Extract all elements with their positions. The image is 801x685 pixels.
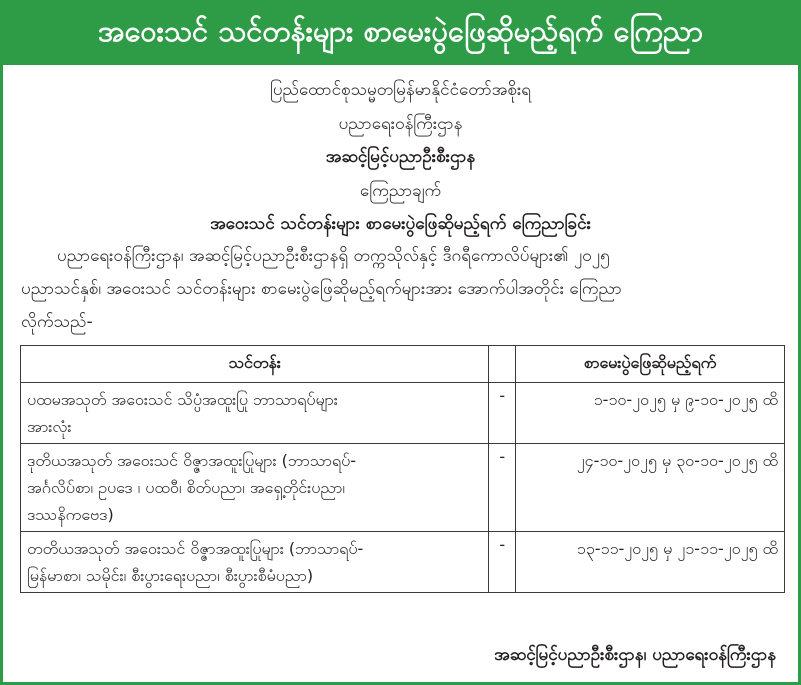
- row-subject: [21, 383, 489, 444]
- exam-date-text: ၂၄-၁၀-၂၀၂၅ မှ ၃၀-၁၀-၂၀၂၅ ထိ: [576, 451, 778, 470]
- exam-schedule-table: [20, 345, 785, 593]
- exam-date-text: ၁၃-၁၁-၂၀၂၅ မှ ၂၁-၁၁-၂၀၂၅ ထိ: [576, 539, 778, 558]
- subject-line: ပထမအသုတ် အဝေးသင် သိပ္ပံအထူးပြု ဘာသာရပ်များ: [27, 390, 338, 409]
- table-header-row: [21, 346, 785, 383]
- subject-line: အင်္ဂလိပ်စာ၊ ဥပဒေ ၊ ပထဝီ၊ စိတ်ပညာ၊ အရှေ့တိုင်းပညာ၊: [27, 478, 345, 497]
- header-exam-date: စာမေးပွဲဖြေဆိုမည့်ရက်: [516, 346, 785, 383]
- announcement-subject: အဝေးသင် သင်တန်းများ စာမေးပွဲဖြေဆိုမည့်ရက် ကြေညာခြင်း: [210, 214, 591, 234]
- body-paragraph-line-2: ပညာသင်နှစ်၊ အဝေးသင် သင်တန်းများ စာမေးပွဲဖြေဆိုမည့်ရက်များအား အောက်ပါအတိုင်း ကြေညာ: [21, 279, 622, 299]
- table-row: [21, 444, 785, 532]
- subject-line: အားလုံး: [27, 417, 72, 436]
- exam-date-text: ၁-၁၀-၂၀၂၅ မှ ၉-၁၀-၂၀၂၅ ထိ: [593, 390, 778, 409]
- row-dash: -: [489, 532, 516, 593]
- header-subject: သင်တန်း: [21, 346, 489, 383]
- row-exam-date: [516, 532, 785, 593]
- table-row: [21, 532, 785, 593]
- header-dash: [489, 346, 516, 383]
- subject-line: မြန်မာစာ၊ သမိုင်း၊ စီးပွားရေးပညာ၊ စီးပွားစီမံပညာ): [27, 566, 314, 585]
- row-subject: [21, 444, 489, 532]
- department-name: အဆင့်မြင့်ပညာဦးစီးဌာန: [325, 147, 476, 167]
- government-name: ပြည်ထောင်စုသမ္မတမြန်မာနိုင်ငံတော်အစိုးရ: [269, 80, 532, 100]
- issuing-authority-signature: အဆင့်မြင့်ပညာဦးစီးဌာန၊ ပညာရေးဝန်ကြီးဌာန: [494, 645, 776, 665]
- subject-line: ဒုတိယအသုတ် အဝေးသင် ဝိဇ္ဇာအထူးပြုများ (ဘာသာရပ်-: [27, 451, 356, 470]
- ministry-name: ပညာရေးဝန်ကြီးဌာန: [338, 114, 463, 134]
- table-row: [21, 383, 785, 444]
- row-subject: [21, 532, 489, 593]
- subject-line: ဒဿနိကဗေဒ): [27, 505, 114, 524]
- row-exam-date: [516, 383, 785, 444]
- body-paragraph-line-3: လိုက်သည်-: [21, 312, 93, 332]
- subject-line: တတိယအသုတ် အဝေးသင် ဝိဇ္ဇာအထူးပြုများ (ဘာသာရပ်-: [27, 539, 364, 558]
- row-dash: -: [489, 444, 516, 532]
- row-dash: -: [489, 383, 516, 444]
- announcement-label: ကြေညာချက်: [359, 181, 442, 201]
- row-exam-date: [516, 444, 785, 532]
- banner-title: အဝေးသင် သင်တန်းများ စာမေးပွဲဖြေဆိုမည့်ရက် ကြေညာ: [98, 13, 703, 48]
- body-paragraph-line-1: ပညာရေးဝန်ကြီးဌာန၊ အဆင့်မြင့်ပညာဦးစီးဌာနရှိ တက္ကသိုလ်နှင့် ဒီဂရီကောလိပ်များ၏ ၂၀၂၅: [57, 246, 610, 266]
- announcement-banner: [3, 3, 798, 65]
